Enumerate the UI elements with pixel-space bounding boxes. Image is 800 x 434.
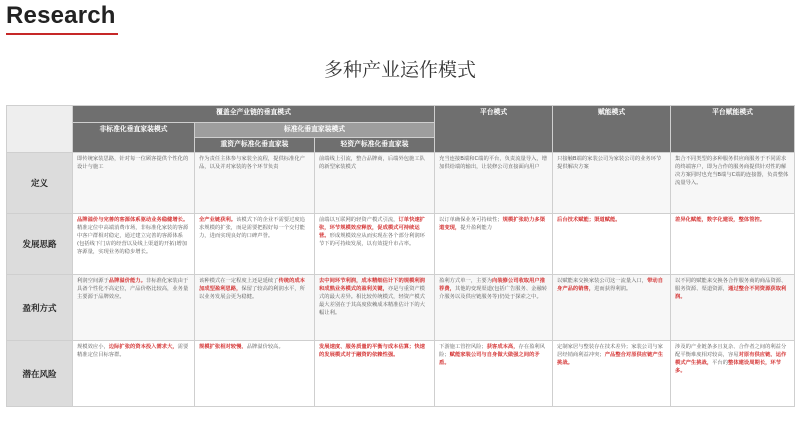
table-cell xyxy=(315,214,435,275)
table-cell xyxy=(315,341,435,407)
highlight-text: 边际扩张的资本投入需求大， xyxy=(108,344,178,350)
cell-text: 下游施工管控风险； xyxy=(439,344,487,350)
table-cell xyxy=(73,214,195,275)
header-light-asset: 轻资产标准化垂直家装 xyxy=(315,138,435,153)
cell-text: 亦是与重资产模式的最大差异。相比较传统模式，轻资产模式最大差别在于其高度依赖成本精准估计下的大幅让利。 xyxy=(319,285,425,316)
highlight-text: 对原有供应链、运作模式产生挑战， xyxy=(675,351,787,366)
table-cell xyxy=(671,153,795,214)
table-cell xyxy=(553,153,671,214)
cell-text: 进而获得利润。 xyxy=(594,285,632,292)
table-cell xyxy=(73,341,195,407)
table-cell xyxy=(671,341,795,407)
highlight-text: 规模扩张助力多渠道变现， xyxy=(439,217,545,231)
cell-text: 只接触B端的家装公司为家装公司的业务环节提供解决方案 xyxy=(557,156,662,170)
cell-text: 需要精准定位目标客群。 xyxy=(77,344,189,358)
highlight-text: 向装修公司收取用户推荐费， xyxy=(439,278,545,292)
table-cell xyxy=(435,341,553,407)
cell-text: 集合不同类型的多种服务供应商服务于不同需求的终端客户，即为合作的服务商提供针对性的解决方案同时也充当B端与C端的连接器，负责整体流量导入。 xyxy=(675,156,789,186)
table-row xyxy=(7,341,795,407)
table-cell xyxy=(553,275,671,341)
table-cell xyxy=(435,153,553,214)
header-enable: 赋能模式 xyxy=(553,106,671,153)
highlight-text: 整体建设周期长，环节多。 xyxy=(675,359,782,374)
header-full-chain: 覆盖全产业链的垂直模式 xyxy=(73,106,435,123)
row-header: 潜在风险 xyxy=(7,341,73,407)
cell-text: 规模效应小， xyxy=(77,344,109,350)
cell-text: 其他的变现渠道(包括广告服务、金融转介服务以及供应链服务等)仍处于探索之中。 xyxy=(439,285,548,300)
highlight-text: 通过整合不同资源获取利润。 xyxy=(675,285,787,300)
highlight-text: 全产业链获利。 xyxy=(199,217,237,223)
cell-text: 涉及的产业链条多且复杂、合作者之间的利益分配平衡难度相对较高，容易 xyxy=(675,344,787,358)
cell-text: 精准定位中高端消费市场，非标准化家装的客源中客户群相对稳定，通过建立完善的客源体系(包括线下门店的经营以及线上渠道的开拓)增加客源量，实现业务的稳步增长。 xyxy=(77,224,189,255)
table-cell xyxy=(553,341,671,407)
table-row xyxy=(7,214,795,275)
highlight-text: 传统的成本加成型盈利思路， xyxy=(199,278,305,292)
table-cell xyxy=(435,275,553,341)
cell-text: 盈利方式单一，主要为 xyxy=(439,278,493,284)
cell-text: 以订单确保业务可持续性； xyxy=(439,217,503,223)
cell-text: 利润空间源于 xyxy=(77,278,109,284)
cell-text: 充当连接B端和C端的平台，负责流量导入，增加供给端的输出，让装修公司直接面向用户 xyxy=(439,156,548,170)
table-cell xyxy=(195,214,315,275)
highlight-text: 获客成本高， xyxy=(486,344,519,350)
cell-text: 保留了较高的利润水平，所以业务发展会更为稳健。 xyxy=(199,285,305,300)
industry-mode-table xyxy=(6,105,795,407)
table-cell xyxy=(73,153,195,214)
cell-text: 该模式下的企业不需要过度追求规模的扩张，而是需要把握好每一个交付能力，进而实现良好的口碑声誉。 xyxy=(199,217,305,239)
table-cell xyxy=(435,214,553,275)
header-platform-enable: 平台赋能模式 xyxy=(671,106,795,153)
highlight-text: 带动自身产品的销售， xyxy=(557,278,663,292)
highlight-text: 去中间环节利润，成本精细估计下的规模利润和成熟业务模式的盈利关键， xyxy=(319,278,425,292)
table-cell xyxy=(671,214,795,275)
header-nonstandard: 非标准化垂直家装模式 xyxy=(73,123,195,153)
cell-text: 以赋能来交换家装公司这一流量入口， xyxy=(557,278,648,284)
page-title: 多种产业运作模式 xyxy=(323,59,476,81)
cell-text: 以不同的赋能来交换各合作服务商的商品资源、服务资源、渠道资源， xyxy=(675,278,787,292)
row-header: 发展思路 xyxy=(7,214,73,275)
header-heavy-asset: 重资产标准化垂直家装 xyxy=(195,138,315,153)
highlight-text: 发展速度、服务质量的平衡与成本估算；快速的发展模式对于融资的依赖性强。 xyxy=(319,344,425,358)
highlight-text: 品牌溢价能力。 xyxy=(108,278,146,284)
cell-text: 品牌溢价较高。 xyxy=(246,344,284,350)
highlight-text: 规模扩张相对较慢、 xyxy=(199,344,247,350)
table-row xyxy=(7,153,795,214)
highlight-text: 后台技术赋能；渠道赋能。 xyxy=(557,217,621,223)
table-cell xyxy=(195,275,315,341)
brand-underline xyxy=(6,33,118,35)
table-cell xyxy=(73,275,195,341)
cell-text: 平台的 xyxy=(712,359,729,366)
highlight-text: 产品整合对原供应链产生挑战。 xyxy=(557,351,663,366)
table-row xyxy=(7,275,795,341)
highlight-text: 差异化赋能，数字化建设，整体管控。 xyxy=(675,217,766,223)
cell-text: 前端线上引流，整合品牌商，后端外包施工队的新型家装模式 xyxy=(319,156,425,170)
brand-title: Research xyxy=(6,2,116,29)
row-header: 定义 xyxy=(7,153,73,214)
table-cell xyxy=(315,275,435,341)
table-cell xyxy=(553,214,671,275)
cell-text: 存在盈利风险； xyxy=(439,344,546,358)
cell-text: 作为责任主体参与家装全流程，提供标准化产品，以及并对家装的各个环节负责 xyxy=(199,156,305,170)
cell-text: 形成规模效应从而实现在各个部分利润环节下的可持续发展，以有效提升市占率。 xyxy=(319,232,425,247)
highlight-text: 品牌溢价与完善的客源体系驱动业务稳健增长。 xyxy=(77,217,189,223)
corner-cell xyxy=(7,106,73,153)
row-header: 盈利方式 xyxy=(7,275,73,341)
cell-text: 定制家居与整装存在技术差异；家装公司与家居经销商利益冲突； xyxy=(557,344,663,358)
cell-text: 前端以互联网的轻资产模式引流， xyxy=(319,217,399,223)
table-cell xyxy=(195,341,315,407)
highlight-text: 赋能家装公司与自身做大做强之间的矛盾。 xyxy=(439,351,540,366)
cell-text: 即传统家装思路，针对每一位顾客提供个性化的设计与施工 xyxy=(77,156,189,170)
table-cell xyxy=(195,153,315,214)
table-cell xyxy=(315,153,435,214)
highlight-text: 订单快速扩张，环节规模效应释放，促成模式可持续运营。 xyxy=(319,217,425,239)
cell-text: 非标准化家装由于具备个性化不高定位，产品价格比较高，业务量主要源于品牌效应。 xyxy=(77,278,189,300)
header-standard-group: 标准化垂直家装模式 xyxy=(195,123,435,138)
header-platform: 平台模式 xyxy=(435,106,553,153)
cell-text: 提升盈利能力 xyxy=(460,224,493,231)
cell-text: 该种模式在一定程度上还是延续了 xyxy=(199,278,279,284)
table-cell xyxy=(671,275,795,341)
